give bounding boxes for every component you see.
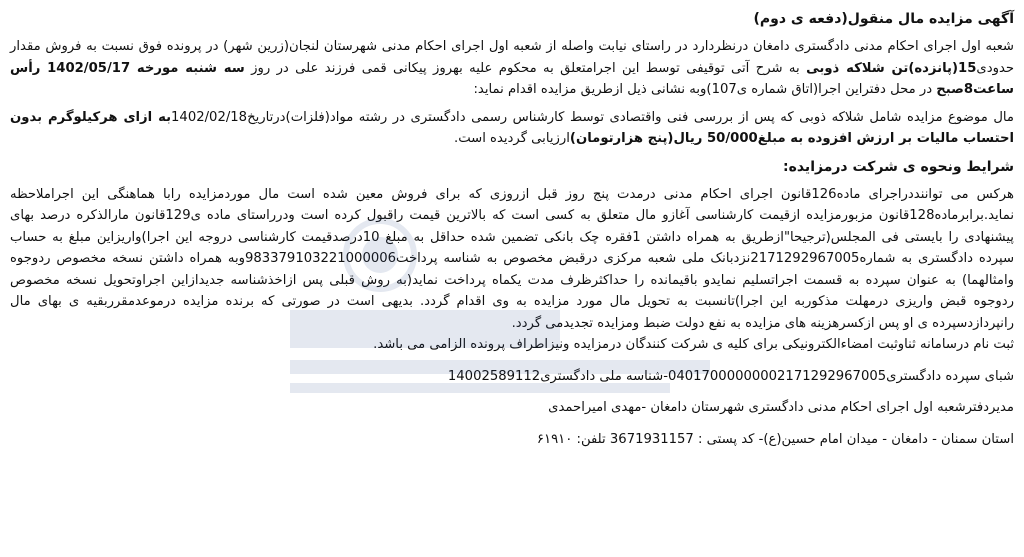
subject-text-1: مال موضوع مزایده شامل شلاکه ذوبی که پس از بررسی فنی واقتصادی توسط کارشناس رسمی دادگستری در رشته مواد(فلزات)درتاریخ1402/02/18 (171, 109, 1014, 125)
address-line (10, 429, 1014, 451)
intro-text-3: در محل دفتراین اجرا(اتاق شماره ی107)وبه نشانی ذیل ازطریق مزایده اقدام نماید: (473, 82, 937, 97)
signature-line: مدیردفترشعبه اول اجرای احکام مدنی دادگستری شهرستان دامغان -مهدی امیراحمدی (548, 400, 1014, 415)
subject-text-2: ارزیابی گردیده است. (454, 131, 570, 146)
auction-date-highlight: سه شنبه مورخه 1402/05/17 رأس ساعت8صبح (10, 60, 1014, 97)
intro-paragraph (10, 36, 1014, 101)
subject-paragraph (10, 107, 1014, 150)
conditions-heading: شرایط ونحوه ی شرکت درمزایده: (782, 158, 1014, 175)
sheba-line: شبای سپرده دادگستری04017000000002171292967005-شناسه ملی دادگستری14002589112 (447, 368, 1014, 384)
address-text: استان سمنان - دامغان - میدان امام حسین(ع)- کد پستی : 3671931157 تلفن: (576, 431, 1014, 447)
conditions-paragraph: هرکس می تواننددراجرای ماده126قانون اجرای احکام مدنی درمدت پنج روز قبل ازروزی که برای فروش معین شده است مال موردمزایده رابا هماهنگی این اجراملاحظه نماید.برابرماده128قانون مزبورمزایده ازقیمت کارشناسی آغازو مال متعلق به کسی است که بالاترین قیمت راقبول کرده است ودرراستای ماده ی129قانون مارالذکره درصد بهای پیشنهادی را بایستی فی المجلس(ترجیحا"ازطریق به همراه داشتن 1فقره چک بانکی تضمین شده حداقل به مبلغ 10درصدقیمت کارشناسی دروجه این اجرا)واریزاین مبلغ به حساب سپرده دادگستری به شماره2171292967005نزدبانک ملی شعبه مرکزی درقبض مخصوص به شناسه پرداخت983379103221000006وبه همراه داشتن نسخه مخصوص ردوجوه وامثالهما) به عنوان سپرده به قسمت اجراتسلیم نمایدو باقیمانده را حداکثرظرف مدت یکماه پرداخت نماید(به روش قبلی پس ازاخذشناسه جدیدازاین اجراوتحویل نسخه مخصوص ردوجوه قبض واریزی درمهلت مذکوربه این اجرا)تانسبت به تحویل مال مورد مزایده به وی اقدام گردد. بدیهی است در صورتی که برنده مزایده درموعدمقرربقیه ی بهای مال رانپردازدسپرده ی او پس ازکسرهزینه های مزایده به نفع دولت ضبط ومزایده تجدیدمی گردد. (10, 186, 1015, 331)
registration-note: ثبت نام درسامانه ثناوثبت امضاءالکترونیکی برای کلیه ی شرکت کنندگان درمزایده ونیزاطراف پرونده الزامی می باشد. (373, 337, 1014, 352)
quantity-highlight: 15(پانزده)تن شلاکه ذوبی (806, 60, 977, 76)
intro-text-1: شعبه اول اجرای احکام مدنی دادگستری دامغان درنظردارد در راستای نیابت واصله از شعبه اول اجرای احکام مدنی شهرستان لنجان(زرین شهر) در پرونده فوق نسبت به فروش مقدار حدودی (10, 39, 1015, 76)
price-highlight: به ازای هرکیلوگرم بدون احتساب مالیات بر ارزش افزوده به مبلغ50/000 ریال(پنج هزارتومان) (10, 109, 1014, 146)
intro-text-2: به شرح آتی توقیفی توسط این اجرامتعلق به محکوم علیه بهروز پیکانی قمی فرزند علی در روز (244, 60, 807, 76)
page-title: آگهی مزایده مال منقول(دفعه ی دوم) (753, 11, 1014, 27)
phone-number: ۶۱۹۱۰ (536, 431, 573, 447)
